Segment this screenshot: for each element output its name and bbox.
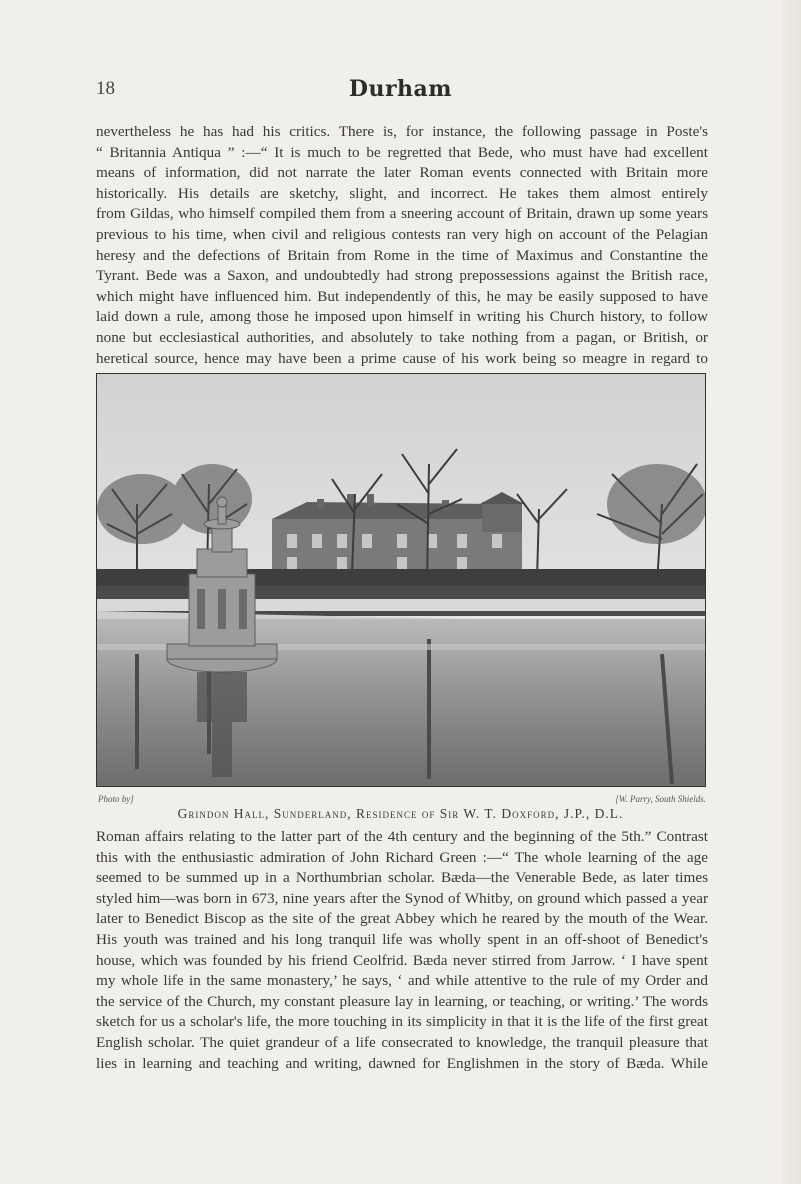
text-line: my whole life in the same monastery,’ he says, ‘ and while attentive to the rule of my Order and — [96, 972, 708, 990]
text-line: house, which was founded by his friend Ceolfrid. Bæda never stirred from Jarrow. ‘ I have spent — [96, 951, 708, 969]
text-line: the service of the Church, my constant pleasure lay in learning, or teaching, or writing.’ The words — [96, 992, 708, 1010]
text-line: sketch for us a scholar's life, the more touching in its simplicity in that it is the life of the first great — [96, 1013, 708, 1031]
page-number: 18 — [96, 78, 115, 99]
text-line: none but ecclesiastical authorities, and absolutely to take nothing from a pagan, or British, or — [96, 328, 708, 346]
text-line: which might have influenced him. But independently of this, he may be easily supposed to have — [96, 287, 708, 305]
text-line: styled him—was born in 673, nine years after the Synod of Whitby, on ground which passed a year — [96, 889, 708, 907]
text-line: this with the enthusiastic admiration of John Richard Green :—“ The whole learning of the age — [96, 848, 708, 866]
text-line: from Gildas, who himself compiled them from a sneering account of Britain, drawn up some years — [96, 205, 708, 223]
paragraph-bottom — [96, 827, 708, 1074]
photo-illustration — [97, 374, 705, 786]
paragraph-top — [96, 122, 708, 369]
running-title: Durham — [348, 76, 453, 102]
text-line: Roman affairs relating to the latter part of the 4th century and the beginning of the 5th.” Contrast — [96, 828, 708, 845]
text-line: Tyrant. Bede was a Saxon, and undoubtedly had strong prepossessions against the British race, — [96, 267, 708, 285]
text-line: laid down a rule, among those he imposed upon himself in writing his Church history, to follow — [96, 308, 708, 326]
text-line: means of information, did not narrate the later Roman events connected with Britain more — [96, 164, 708, 182]
text-line: lies in learning and teaching and writing, dawned for Englishmen in the story of Bæda. While — [96, 1054, 708, 1072]
text-line: historically. His details are sketchy, slight, and incorrect. He takes them almost entirely — [96, 184, 708, 202]
photo-credit-photographer: [W. Parry, South Shields. — [615, 794, 706, 804]
page-edge — [783, 0, 801, 1184]
text-line: nevertheless he has had his critics. There is, for instance, the following passage in Poste's — [96, 123, 708, 140]
text-line: heresy and the defections of Britain from Rome in the time of Maximus and Constantine the — [96, 246, 708, 264]
text-line: later to Benedict Biscop as the site of the great Abbey which he reared by the mouth of the Wear. — [96, 910, 708, 928]
text-line: previous to his time, when civil and religious contests ran very high on account of the Pelagian — [96, 225, 708, 243]
text-line: seemed to be summed up in a Northumbrian scholar. Bæda—the Venerable Bede, as later times — [96, 869, 708, 887]
text-line: His youth was trained and his long tranquil life was wholly spent in an off-shoot of Benedict's — [96, 930, 708, 948]
photo-credit-label: Photo by] — [98, 794, 134, 804]
photograph-grindon-hall — [96, 373, 706, 787]
text-line: heretical source, hence may have been a prime cause of his work being so meagre in regard to — [96, 349, 708, 367]
figure-caption: Grindon Hall, Sunderland, Residence of Sir W. T. Doxford, J.P., D.L. — [177, 806, 624, 821]
text-line: English scholar. The quiet grandeur of a life consecrated to knowledge, the tranquil pleasure that — [96, 1033, 708, 1051]
text-line: “ Britannia Antiqua ” :—“ It is much to be regretted that Bede, who must have had excellent — [96, 143, 708, 161]
